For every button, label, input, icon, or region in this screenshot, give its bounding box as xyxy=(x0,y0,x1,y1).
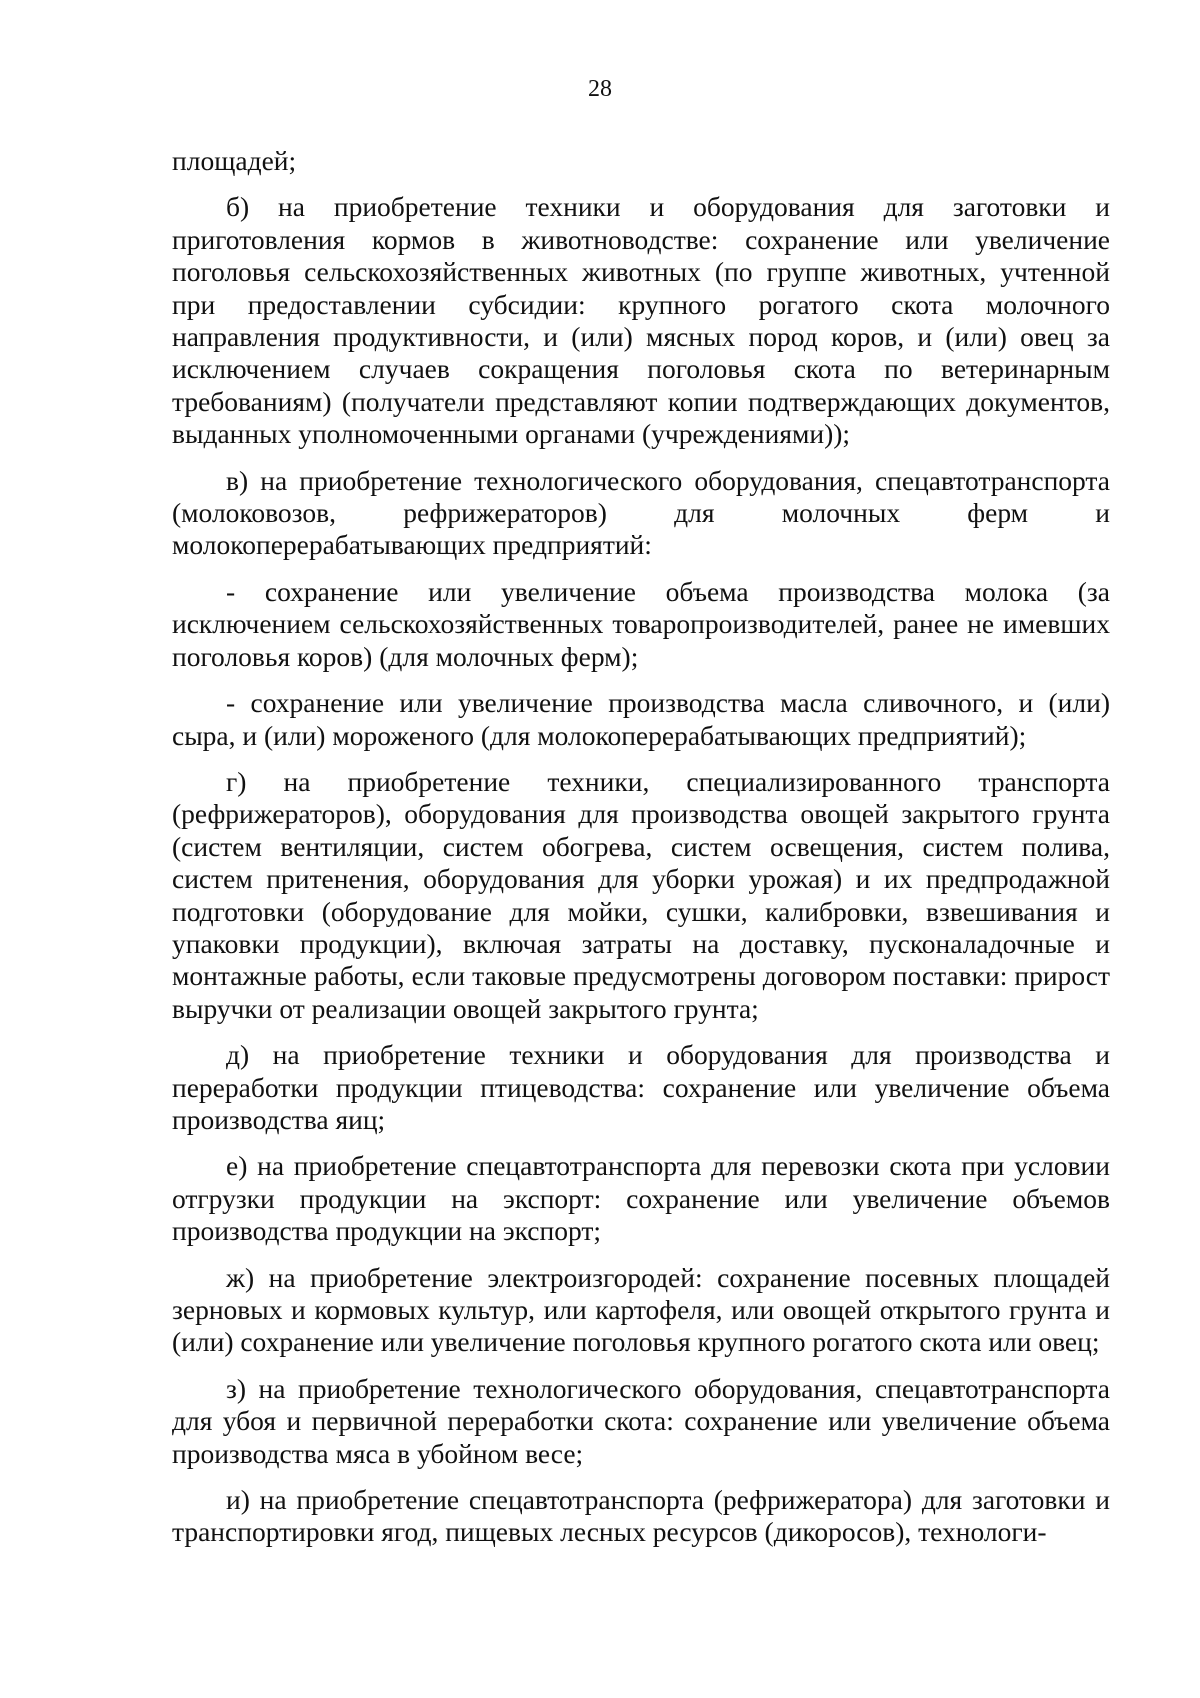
paragraph-item-e: е) на приобретение спецавтотранспорта для перевозки скота при условии отгрузки продукции на экспорт: сохранение или увеличение объемов производства продукции на экспорт; xyxy=(172,1150,1110,1247)
paragraph-continuation: площадей; xyxy=(172,145,297,176)
paragraph-subitem-butter: - сохранение или увеличение производства масла сливочного, и (или) сыра, и (или) мороженого (для молокоперерабатывающих предприятий); xyxy=(172,687,1110,751)
paragraph-item-b: б) на приобретение техники и оборудования для заготовки и приготовления кормов в животноводстве: сохранение или увеличение поголовья сельскохозяйственных животных (по группе животных, учтенной при предоставлении субсидии: крупного рогатого скота молочного направления продуктивности, и (или) мясных пород коров, и (или) овец за исключением случаев сокращения поголовья скота по ветеринарным требованиям) (получатели представляют копии подтверждающих документов, выданных уполномоченными органами (учреждениями)); xyxy=(172,191,1110,450)
document-body xyxy=(172,145,1110,1549)
paragraph-subitem-milk: - сохранение или увеличение объема производства молока (за исключением сельскохозяйственных товаропроизводителей, ранее не имевших поголовья коров) (для молочных ферм); xyxy=(172,575,1110,672)
page-number: 28 xyxy=(588,76,612,102)
paragraph-item-g: г) на приобретение техники, специализированного транспорта (рефрижераторов), оборудования для производства овощей закрытого грунта (систем вентиляции, систем обогрева, систем освещения, систем полива, систем притенения, оборудования для уборки урожая) и их предпродажной подготовки (оборудование для мойки, сушки, калибровки, взвешивания и упаковки продукции), включая затраты на доставку, пусконаладочные и монтажные работы, если таковые предусмотрены договором поставки: прирост выручки от реализации овощей закрытого грунта; xyxy=(172,765,1110,1024)
paragraph-item-i: и) на приобретение спецавтотранспорта (рефрижератора) для заготовки и транспортировки ягод, пищевых лесных ресурсов (дикоросов), технологи- xyxy=(172,1484,1110,1548)
paragraph-item-zh: ж) на приобретение электроизгородей: сохранение посевных площадей зерновых и кормовых культур, или картофеля, или овощей открытого грунта и (или) сохранение или увеличение поголовья крупного рогатого скота или овец; xyxy=(172,1261,1110,1358)
paragraph-item-v: в) на приобретение технологического оборудования, спецавтотранспорта (молоковозов, рефрижераторов) для молочных ферм и молокоперерабатывающих предприятий: xyxy=(172,464,1110,561)
paragraph-item-d: д) на приобретение техники и оборудования для производства и переработки продукции птицеводства: сохранение или увеличение объема производства яиц; xyxy=(172,1039,1110,1135)
paragraph-item-z: з) на приобретение технологического оборудования, спецавтотранспорта для убоя и первичной переработки скота: сохранение или увеличение объема производства мяса в убойном весе; xyxy=(172,1372,1110,1469)
